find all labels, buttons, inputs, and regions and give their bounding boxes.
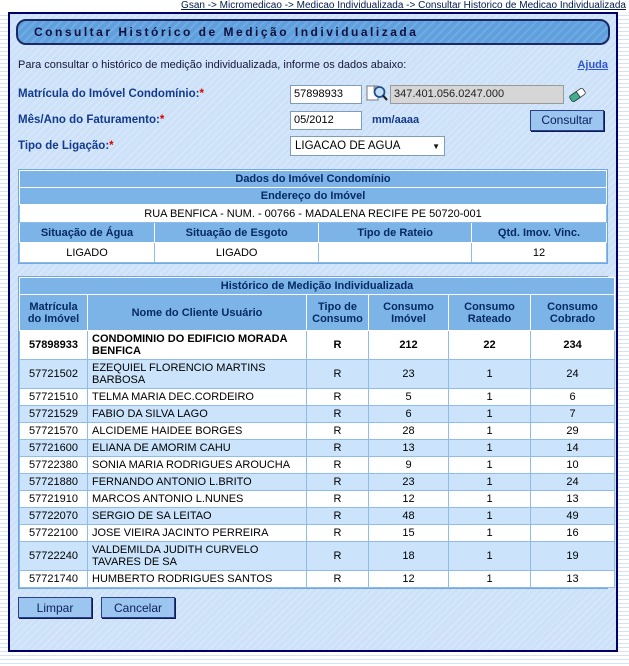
table-cell-nome: SONIA MARIA RODRIGUES AROUCHA (88, 457, 307, 474)
tipo-rateio-value (319, 243, 472, 263)
table-cell-consumo_rateado: 22 (449, 331, 531, 360)
table-cell-consumo_imovel: 212 (369, 331, 449, 360)
inscricao-field (390, 85, 564, 104)
table-cell-matricula: 57721910 (20, 491, 88, 508)
table-cell-consumo_cobrado: 16 (531, 525, 615, 542)
table-cell-consumo_cobrado: 24 (531, 474, 615, 491)
table-cell-consumo_imovel: 23 (369, 360, 449, 389)
table-cell-matricula: 57721529 (20, 406, 88, 423)
table-cell-consumo_rateado: 1 (449, 440, 531, 457)
column-header: Consumo Cobrado (531, 295, 615, 331)
table-cell-matricula: 57721740 (20, 571, 88, 588)
table-cell-tipo: R (307, 360, 369, 389)
table-cell-consumo_cobrado: 29 (531, 423, 615, 440)
table-row (20, 423, 615, 440)
search-icon[interactable] (366, 85, 388, 103)
table-cell-consumo_cobrado: 10 (531, 457, 615, 474)
table-cell-consumo_rateado: 1 (449, 571, 531, 588)
limpar-button[interactable]: Limpar (18, 597, 92, 618)
table-row (20, 525, 615, 542)
table-cell-consumo_imovel: 15 (369, 525, 449, 542)
table-cell-consumo_imovel: 12 (369, 491, 449, 508)
table-cell-consumo_rateado: 1 (449, 423, 531, 440)
table-cell-consumo_imovel: 13 (369, 440, 449, 457)
situacao-esgoto-value: LIGADO (155, 243, 319, 263)
matricula-row (18, 81, 610, 107)
mes-ano-row (18, 107, 610, 133)
intro-text: Para consultar o histórico de medição individualizada, informe os dados abaixo: (18, 59, 407, 71)
table-row (20, 331, 615, 360)
table-cell-nome: FERNANDO ANTONIO L.BRITO (88, 474, 307, 491)
table-cell-nome: EZEQUIEL FLORENCIO MARTINS BARBOSA (88, 360, 307, 389)
table-cell-matricula: 57722240 (20, 542, 88, 571)
table-cell-tipo: R (307, 542, 369, 571)
table-cell-nome: VALDEMILDA JUDITH CURVELO TAVARES DE SA (88, 542, 307, 571)
table-cell-consumo_imovel: 6 (369, 406, 449, 423)
table-row (20, 508, 615, 525)
table-cell-nome: ALCIDEME HAIDEE BORGES (88, 423, 307, 440)
table-cell-nome: TELMA MARIA DEC.CORDEIRO (88, 389, 307, 406)
tipo-ligacao-selected-value: LIGACAO DE AGUA (295, 140, 401, 152)
table-cell-tipo: R (307, 457, 369, 474)
table-cell-nome: CONDOMINIO DO EDIFICIO MORADA BENFICA (88, 331, 307, 360)
column-header: Consumo Rateado (449, 295, 531, 331)
qtd-imov-vinc-value: 12 (471, 243, 606, 263)
table-cell-consumo_cobrado: 13 (531, 571, 615, 588)
table-cell-consumo_cobrado: 49 (531, 508, 615, 525)
table-cell-consumo_rateado: 1 (449, 474, 531, 491)
table-cell-consumo_cobrado: 13 (531, 491, 615, 508)
column-header: Tipo de Rateio (319, 223, 472, 243)
table-cell-nome: JOSE VIEIRA JACINTO PERREIRA (88, 525, 307, 542)
table-cell-tipo: R (307, 525, 369, 542)
table-cell-consumo_cobrado: 6 (531, 389, 615, 406)
column-header: Situação de Água (20, 223, 155, 243)
table-cell-tipo: R (307, 474, 369, 491)
table-row (20, 406, 615, 423)
table-row (20, 542, 615, 571)
historico-table (18, 276, 608, 589)
historico-table-body (20, 331, 615, 588)
column-header: Matrícula do Imóvel (20, 295, 88, 331)
page-title (16, 19, 610, 45)
table-cell-tipo: R (307, 406, 369, 423)
breadcrumb[interactable]: Gsan -> Micromedicao -> Medicao Individualizada -> Consultar Historico de Medicao Individualizada (0, 0, 629, 12)
endereco-title: Endereço do Imóvel (20, 188, 607, 205)
required-asterisk: * (109, 140, 114, 152)
table-cell-consumo_imovel: 48 (369, 508, 449, 525)
table-cell-nome: SERGIO DE SA LEITAO (88, 508, 307, 525)
table-cell-consumo_cobrado: 234 (531, 331, 615, 360)
table-cell-matricula: 57898933 (20, 331, 88, 360)
table-cell-matricula: 57722070 (20, 508, 88, 525)
table-cell-tipo: R (307, 571, 369, 588)
cancelar-button[interactable]: Cancelar (101, 597, 175, 618)
table-row (20, 440, 615, 457)
table-cell-consumo_rateado: 1 (449, 508, 531, 525)
table-cell-tipo: R (307, 331, 369, 360)
table-row (20, 474, 615, 491)
situacao-agua-value: LIGADO (20, 243, 155, 263)
eraser-icon[interactable] (568, 85, 588, 103)
table-cell-matricula: 57721570 (20, 423, 88, 440)
table-cell-matricula: 57721880 (20, 474, 88, 491)
table-cell-nome: ELIANA DE AMORIM CAHU (88, 440, 307, 457)
table-cell-tipo: R (307, 440, 369, 457)
column-header: Situação de Esgoto (155, 223, 319, 243)
mes-ano-label: Mês/Ano do Faturamento:* (18, 114, 165, 126)
table-cell-nome: FABIO DA SILVA LAGO (88, 406, 307, 423)
consultar-button[interactable]: Consultar (530, 110, 604, 131)
required-asterisk: * (159, 114, 165, 126)
table-cell-matricula: 57721510 (20, 389, 88, 406)
table-cell-consumo_rateado: 1 (449, 360, 531, 389)
table-cell-nome: MARCOS ANTONIO L.NUNES (88, 491, 307, 508)
matricula-input[interactable] (290, 85, 362, 104)
help-link[interactable]: Ajuda (577, 59, 608, 71)
dados-column-header-row (20, 223, 607, 243)
table-cell-consumo_imovel: 23 (369, 474, 449, 491)
table-cell-consumo_rateado: 1 (449, 406, 531, 423)
table-cell-consumo_cobrado: 14 (531, 440, 615, 457)
table-cell-consumo_rateado: 1 (449, 491, 531, 508)
table-cell-consumo_cobrado: 7 (531, 406, 615, 423)
table-cell-consumo_rateado: 1 (449, 389, 531, 406)
table-cell-tipo: R (307, 389, 369, 406)
table-cell-tipo: R (307, 423, 369, 440)
column-header: Consumo Imóvel (369, 295, 449, 331)
table-row (20, 457, 615, 474)
matricula-label: Matrícula do Imóvel Condomínio:* (18, 88, 204, 100)
historico-title: Histórico de Medição Individualizada (20, 278, 615, 295)
date-format-hint: mm/aaaa (372, 114, 420, 126)
dados-imovel-title: Dados do Imóvel Condomínio (20, 171, 607, 188)
page-title-text: Consultar Histórico de Medição Individualizada (34, 25, 419, 39)
tipo-ligacao-row (18, 133, 610, 159)
table-cell-consumo_imovel: 18 (369, 542, 449, 571)
table-row (20, 571, 615, 588)
dados-imovel-table (18, 169, 608, 264)
table-row (20, 360, 615, 389)
column-header: Tipo de Consumo (307, 295, 369, 331)
table-cell-consumo_imovel: 12 (369, 571, 449, 588)
table-cell-nome: HUMBERTO RODRIGUES SANTOS (88, 571, 307, 588)
column-header: Nome do Cliente Usuário (88, 295, 307, 331)
table-cell-consumo_rateado: 1 (449, 542, 531, 571)
table-cell-consumo_imovel: 28 (369, 423, 449, 440)
table-cell-consumo_imovel: 5 (369, 389, 449, 406)
tipo-ligacao-label: Tipo de Ligação:* (18, 140, 114, 152)
historico-column-header-row (20, 295, 615, 331)
table-row (20, 389, 615, 406)
table-cell-matricula: 57721600 (20, 440, 88, 457)
table-row (20, 491, 615, 508)
chevron-down-icon: ▼ (432, 141, 440, 151)
table-cell-tipo: R (307, 508, 369, 525)
main-frame (8, 12, 618, 652)
table-cell-matricula: 57721502 (20, 360, 88, 389)
tipo-ligacao-select[interactable] (290, 136, 445, 156)
table-cell-matricula: 57722100 (20, 525, 88, 542)
table-cell-consumo_rateado: 1 (449, 525, 531, 542)
mes-ano-input[interactable] (290, 111, 362, 130)
endereco-value: RUA BENFICA - NUM. - 00766 - MADALENA RECIFE PE 50720-001 (20, 205, 607, 223)
table-cell-consumo_rateado: 1 (449, 457, 531, 474)
table-cell-consumo_imovel: 9 (369, 457, 449, 474)
table-cell-consumo_cobrado: 19 (531, 542, 615, 571)
dados-values-row (20, 243, 607, 263)
table-cell-tipo: R (307, 491, 369, 508)
table-cell-consumo_cobrado: 24 (531, 360, 615, 389)
table-cell-matricula: 57722380 (20, 457, 88, 474)
column-header: Qtd. Imov. Vinc. (471, 223, 606, 243)
required-asterisk: * (199, 88, 204, 100)
